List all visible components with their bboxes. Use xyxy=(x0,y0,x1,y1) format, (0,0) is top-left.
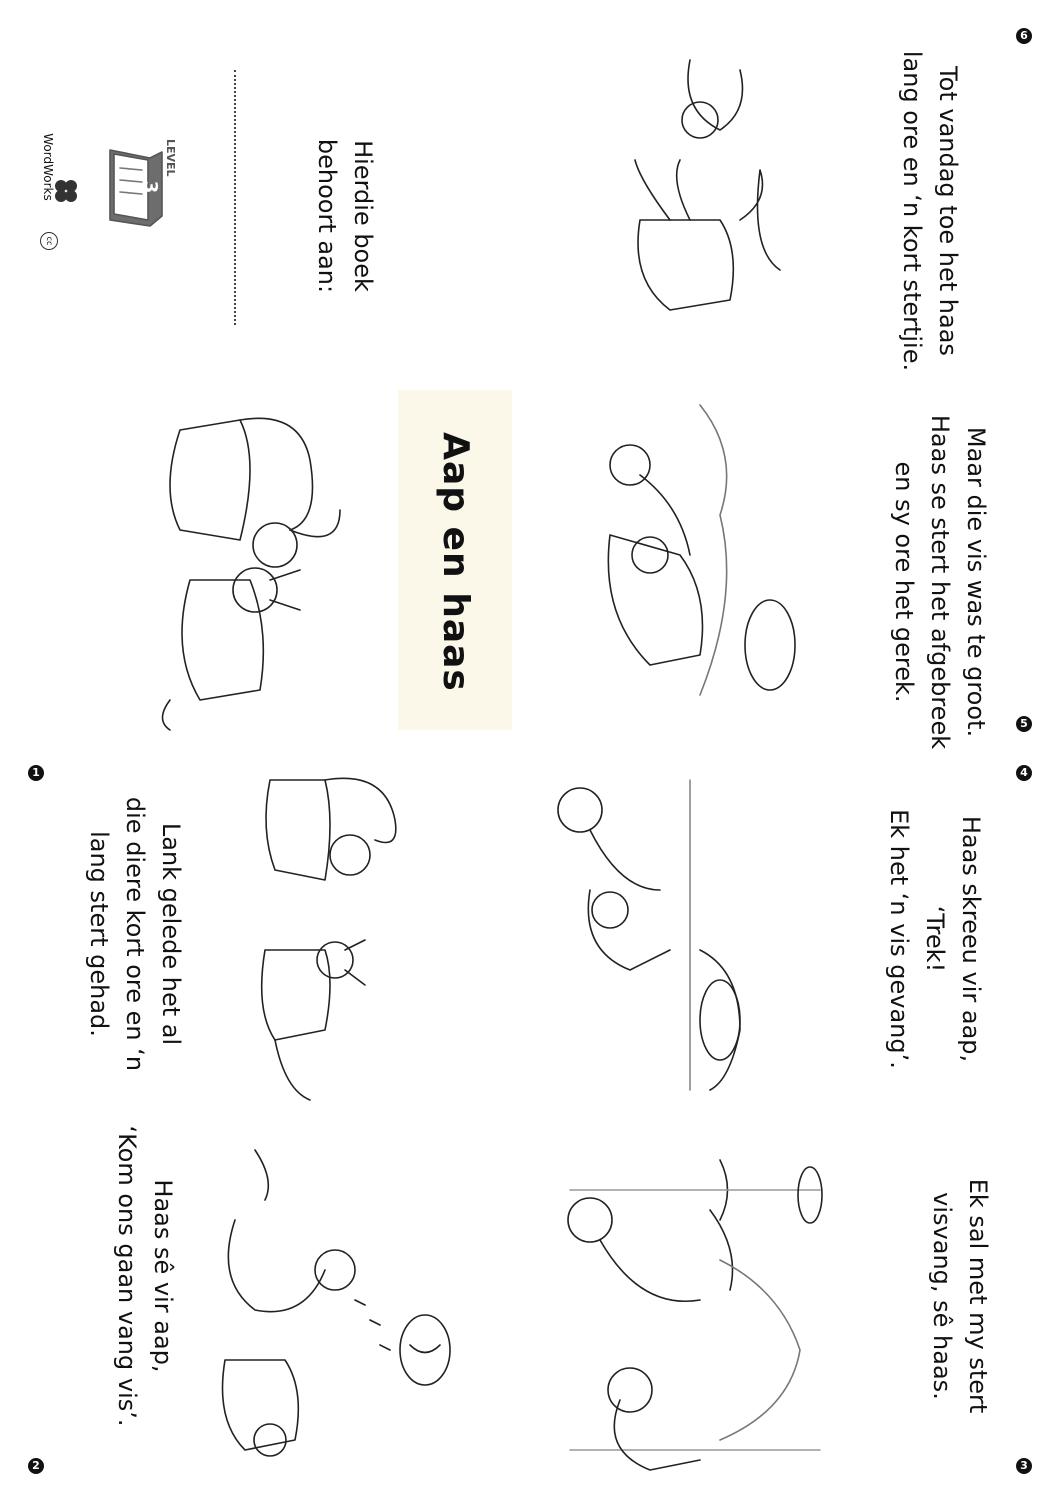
page-1-line-1: Lank gelede het al xyxy=(157,822,185,1046)
page-6-line-2: lang ore en ‘n kort stertjie. xyxy=(898,50,926,372)
level-label: LEVEL xyxy=(164,139,177,177)
page-5-line-1: Maar die vis was te groot. xyxy=(962,426,990,738)
page-5-line-2: Haas se stert het afgebreek xyxy=(926,414,954,750)
wordworks-logo xyxy=(53,178,79,204)
page-4-line-2: ‘Trek! xyxy=(921,905,949,973)
name-write-line xyxy=(234,70,236,325)
page-4-number: 4 xyxy=(1016,765,1032,781)
page-2-text xyxy=(109,1111,181,1441)
cover-belongs-to xyxy=(309,116,381,316)
page-5-number: 5 xyxy=(1016,716,1032,732)
belongs-to-line1: Hierdie boek xyxy=(349,140,377,292)
page-1-illustration xyxy=(255,770,415,1110)
level-book-logo xyxy=(100,140,172,230)
book-title: Aap en haas xyxy=(435,432,476,692)
page-3-line-2: visvang, sê haas. xyxy=(928,1192,956,1400)
page-1-number: 1 xyxy=(28,765,44,781)
page-6-number: 6 xyxy=(1016,28,1032,44)
level-number: 3 xyxy=(140,180,161,194)
page-3-number: 3 xyxy=(1016,1458,1032,1474)
page-1-line-2: die diere kort ore en ‘n xyxy=(121,796,149,1072)
page-6-text xyxy=(894,16,966,406)
page-5-illustration xyxy=(590,395,810,715)
page-6-line-1: Tot vandag toe het haas xyxy=(934,66,962,356)
page-1-text xyxy=(81,769,189,1099)
page-3-illustration xyxy=(560,1150,840,1480)
page-5-text xyxy=(886,372,994,792)
belongs-to-line2: behoort aan: xyxy=(313,138,341,294)
page-2-line-1: Haas sê vir aap, xyxy=(149,1179,177,1373)
page-3-text xyxy=(924,1146,996,1446)
cc-license-badge: cc xyxy=(40,232,58,250)
publisher-name: WordWorks xyxy=(41,133,55,201)
page-4-text xyxy=(881,764,989,1114)
page-4-line-3: Ek het ‘n vis gevang’. xyxy=(885,809,913,1069)
page-6-illustration xyxy=(630,50,780,330)
page-3-line-1: Ek sal met my stert xyxy=(964,1178,992,1414)
page-2-number: 2 xyxy=(28,1458,44,1474)
page-4-line-1: Haas skreeu vir aap, xyxy=(957,815,985,1063)
page-5-line-3: en sy ore het gerek. xyxy=(890,461,918,703)
page-2-line-2: ‘Kom ons gaan vang vis’. xyxy=(113,1125,141,1427)
cover-illustration xyxy=(150,400,370,730)
page-1-line-3: lang stert gehad. xyxy=(85,831,113,1037)
page-4-illustration xyxy=(550,770,760,1110)
page-2-illustration xyxy=(215,1140,465,1470)
